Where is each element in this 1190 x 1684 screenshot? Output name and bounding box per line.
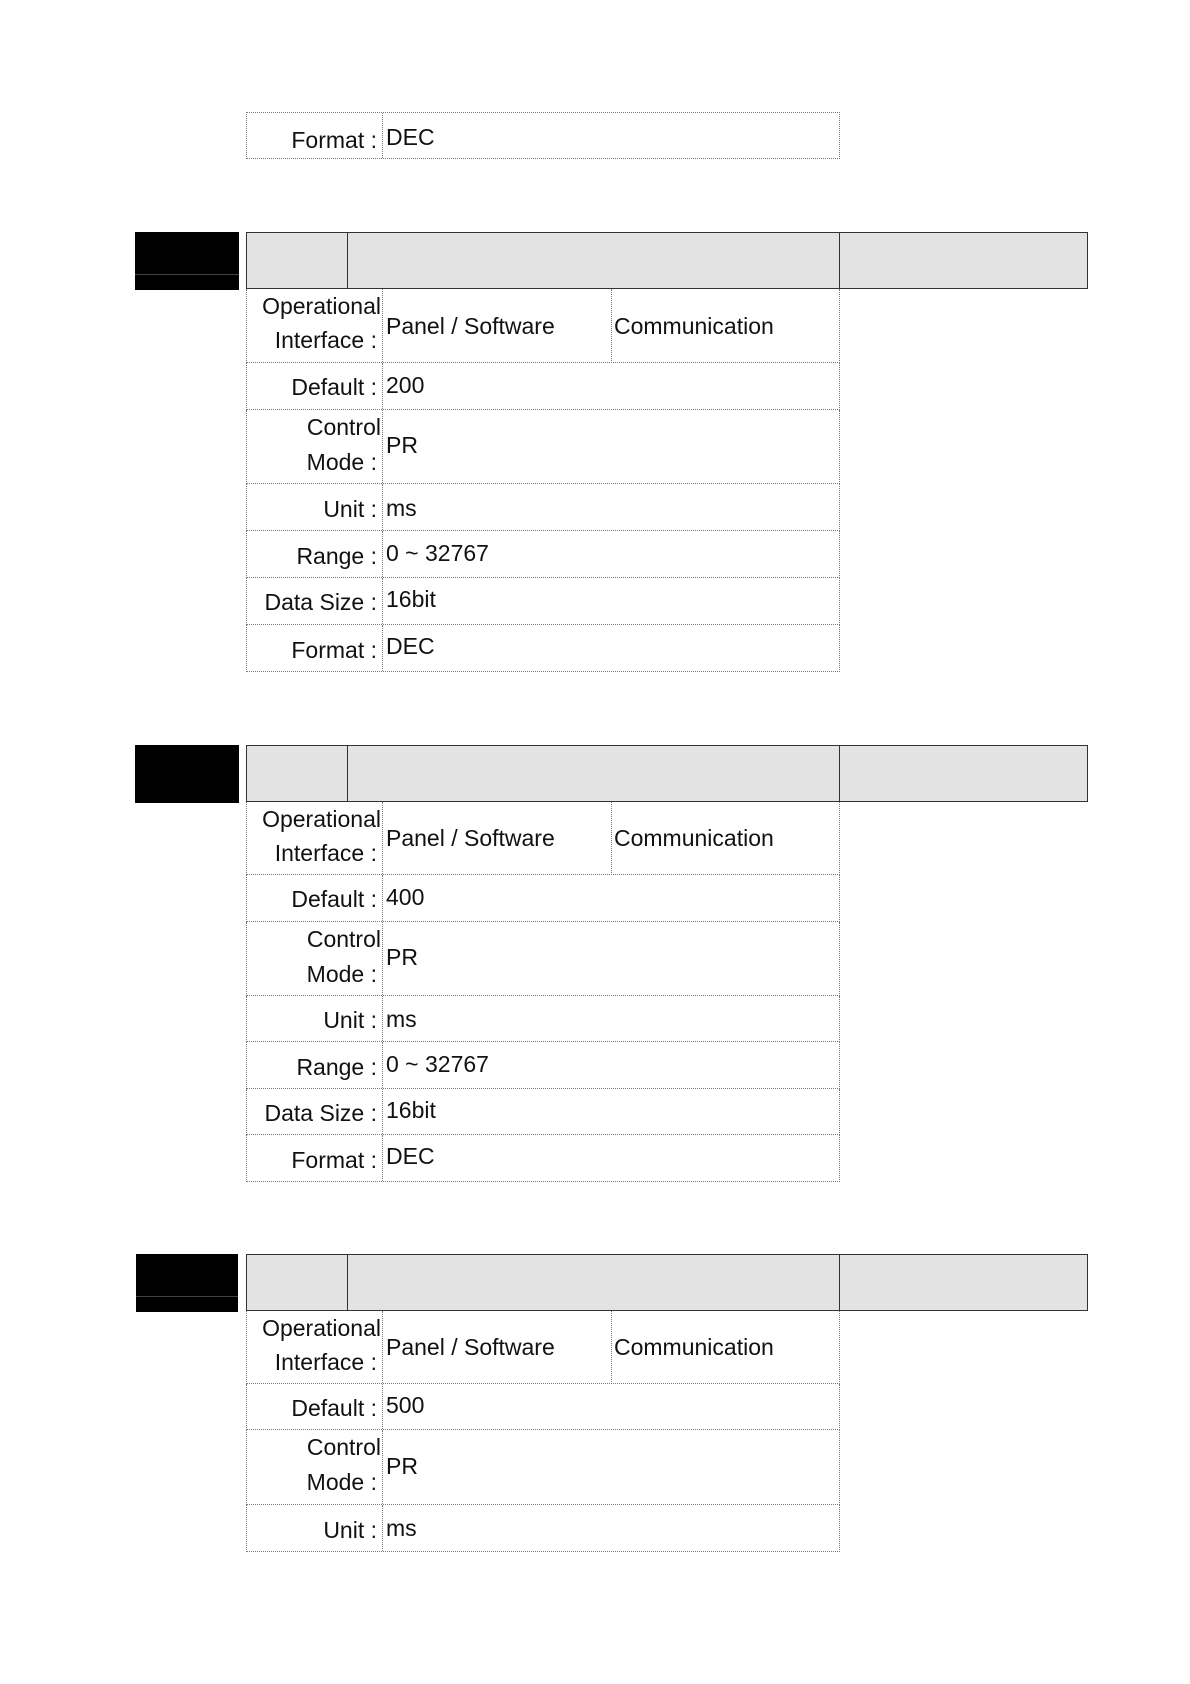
default-row	[246, 363, 840, 410]
operational-label-line2: Interface :	[274, 1349, 377, 1375]
default-value: 400	[386, 884, 425, 910]
unit-label: Unit :	[323, 1517, 377, 1543]
operational-label-line2: Interface :	[274, 327, 377, 353]
data-size-value: 16bit	[386, 586, 436, 612]
data-size-value: 16bit	[386, 1097, 436, 1123]
operational-interface-row	[246, 289, 840, 363]
default-label: Default :	[291, 374, 377, 400]
control-label-line1: Control	[306, 414, 381, 440]
control-mode-row	[246, 922, 840, 996]
format-row	[246, 1135, 840, 1182]
communication-value: Communication	[614, 825, 774, 851]
control-label-line2: Mode :	[306, 961, 377, 987]
communication-value: Communication	[614, 1334, 774, 1360]
operational-interface-row	[246, 802, 840, 875]
parameter-tab-3	[136, 1254, 238, 1312]
control-mode-value: PR	[386, 944, 418, 970]
parameter-header-1	[246, 232, 1088, 289]
unit-value: ms	[386, 1006, 417, 1032]
default-label: Default :	[291, 886, 377, 912]
control-mode-value: PR	[386, 1453, 418, 1479]
data-size-label: Data Size :	[264, 589, 377, 615]
control-mode-value: PR	[386, 432, 418, 458]
header-cell-code	[247, 233, 348, 288]
control-label-line1: Control	[306, 1434, 381, 1460]
range-label: Range :	[296, 1054, 377, 1080]
communication-value: Communication	[614, 313, 774, 339]
control-label-line1: Control	[306, 926, 381, 952]
header-cell-name	[348, 746, 840, 801]
header-cell-address	[840, 746, 1087, 801]
data-size-row	[246, 1089, 840, 1135]
parameter-tab-1	[135, 232, 239, 290]
header-cell-address	[840, 233, 1087, 288]
header-cell-name	[348, 233, 840, 288]
operational-label-line1: Operational	[262, 293, 381, 319]
format-row	[246, 625, 840, 672]
default-row	[246, 1384, 840, 1430]
header-cell-code	[247, 746, 348, 801]
header-cell-code	[247, 1255, 348, 1310]
unit-label: Unit :	[323, 1007, 377, 1033]
header-cell-name	[348, 1255, 840, 1310]
range-value: 0 ~ 32767	[386, 540, 489, 566]
default-value: 200	[386, 372, 425, 398]
unit-row	[246, 484, 840, 531]
panel-software-value: Panel / Software	[386, 825, 555, 851]
operational-interface-row	[246, 1311, 840, 1384]
data-size-row	[246, 578, 840, 625]
format-label: Format :	[291, 1147, 377, 1173]
format-row	[246, 112, 840, 159]
range-label: Range :	[296, 543, 377, 569]
format-value: DEC	[386, 633, 435, 659]
range-value: 0 ~ 32767	[386, 1051, 489, 1077]
header-cell-address	[840, 1255, 1087, 1310]
unit-row	[246, 996, 840, 1042]
default-value: 500	[386, 1392, 425, 1418]
control-mode-row	[246, 410, 840, 484]
control-mode-row	[246, 1430, 840, 1505]
parameter-tab-2	[135, 745, 239, 803]
unit-row	[246, 1505, 840, 1552]
operational-label-line1: Operational	[262, 806, 381, 832]
parameter-header-3	[246, 1254, 1088, 1311]
operational-label-line1: Operational	[262, 1315, 381, 1341]
unit-value: ms	[386, 1515, 417, 1541]
format-value: DEC	[386, 124, 435, 150]
range-row	[246, 531, 840, 578]
operational-label-line2: Interface :	[274, 840, 377, 866]
range-row	[246, 1042, 840, 1089]
data-size-label: Data Size :	[264, 1100, 377, 1126]
format-label: Format :	[291, 127, 377, 153]
panel-software-value: Panel / Software	[386, 313, 555, 339]
control-label-line2: Mode :	[306, 449, 377, 475]
default-label: Default :	[291, 1395, 377, 1421]
unit-label: Unit :	[323, 496, 377, 522]
format-label-cell	[247, 113, 383, 158]
format-value: DEC	[386, 1143, 435, 1169]
control-label-line2: Mode :	[306, 1469, 377, 1495]
parameter-header-2	[246, 745, 1088, 802]
unit-value: ms	[386, 495, 417, 521]
panel-software-value: Panel / Software	[386, 1334, 555, 1360]
default-row	[246, 875, 840, 922]
format-label: Format :	[291, 637, 377, 663]
